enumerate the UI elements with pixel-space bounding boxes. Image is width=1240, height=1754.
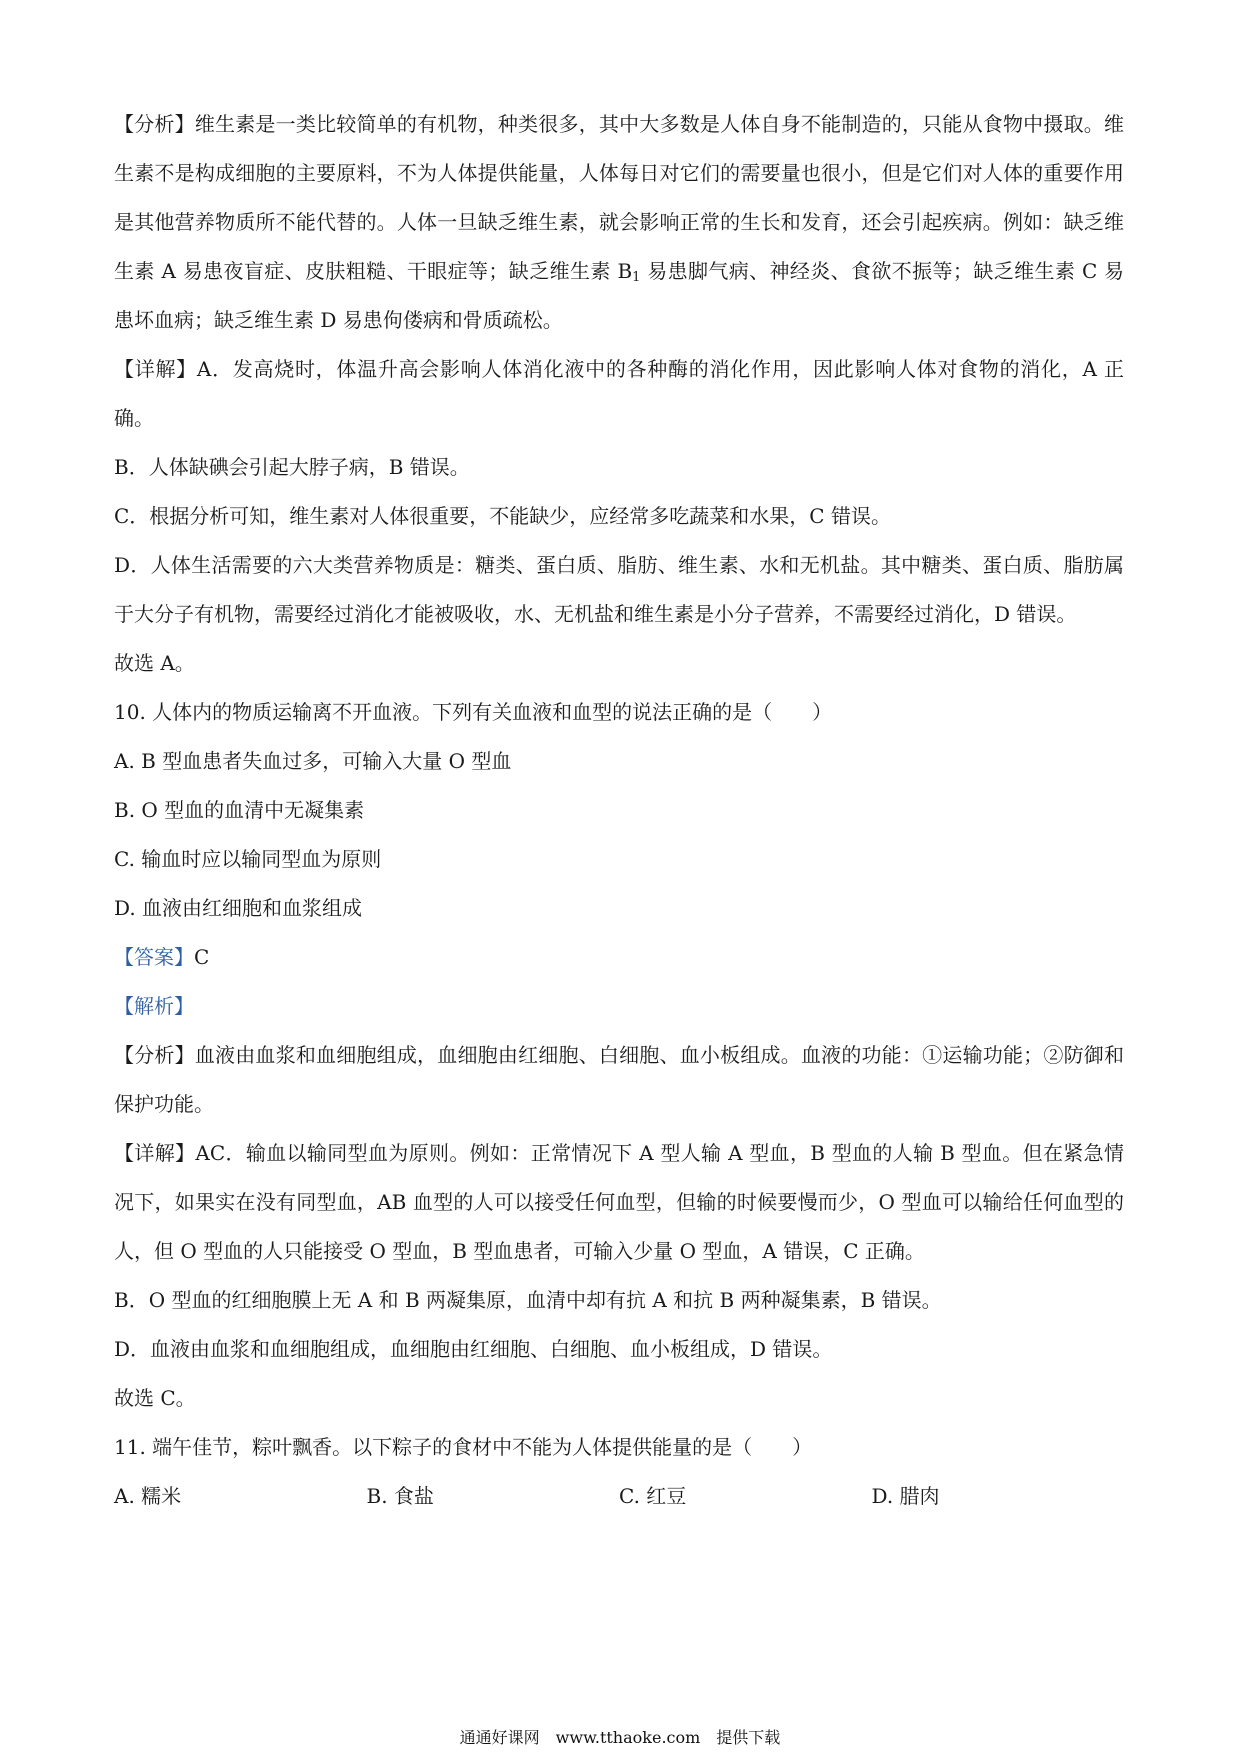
- detail-line-q10-d: D．血液由血浆和血细胞组成，血细胞由红细胞、白细胞、血小板组成，D 错误。: [114, 1337, 833, 1361]
- detail-line-q10-b: B．O 型血的红细胞膜上无 A 和 B 两凝集原，血清中却有抗 A 和抗 B 两种凝集素，B 错误。: [114, 1288, 942, 1312]
- explain-tag-line: [114, 982, 1124, 1031]
- detail-paragraph-q9-d: D．人体生活需要的六大类营养物质是：糖类、蛋白质、脂肪、维生素、水和无机盐。其中糖类、蛋白质、脂肪属于大分子有机物，需要经过消化才能被吸收，水、无机盐和维生素是小分子营养，不需要经过消化，D 错误。: [114, 553, 1124, 626]
- analysis-paragraph-q10: 【分析】血液由血浆和血细胞组成，血细胞由红细胞、白细胞、血小板组成。血液的功能：①运输功能；②防御和保护功能。: [114, 1043, 1124, 1116]
- document-body: [114, 100, 1124, 1521]
- explain-tag: 【解析】: [114, 994, 194, 1018]
- q10-option-c: C. 输血时应以输同型血为原则: [114, 847, 382, 871]
- question-10: 10. 人体内的物质运输离不开血液。下列有关血液和血型的说法正确的是（ ）: [114, 700, 833, 724]
- page-footer: 通通好课网 www.tthaoke.com 提供下载: [459, 1728, 781, 1747]
- q11-option-a: A. 糯米: [114, 1484, 182, 1508]
- answer-value: C: [194, 945, 210, 969]
- q11-option-c: C. 红豆: [619, 1484, 687, 1508]
- choose-line-q10: 故选 C。: [114, 1386, 196, 1410]
- q11-option-b: B. 食盐: [366, 1484, 434, 1508]
- question-11: 11. 端午佳节，粽叶飘香。以下粽子的食材中不能为人体提供能量的是（ ）: [114, 1435, 813, 1459]
- q10-option-a: A. B 型血患者失血过多，可输入大量 O 型血: [114, 749, 512, 773]
- subscript: 1: [632, 270, 641, 285]
- detail-line-q9-b: B．人体缺碘会引起大脖子病，B 错误。: [114, 455, 470, 479]
- q11-options: [114, 1472, 1124, 1521]
- analysis-paragraph-q9: 【分析】维生素是一类比较简单的有机物，种类很多，其中大多数是人体自身不能制造的，只能从食物中摄取。维生素不是构成细胞的主要原料，不为人体提供能量，人体每日对它们的需要量也很小，但是它们对人体的重要作用是其他营养物质所不能代替的。人体一旦缺乏维生素，就会影响正常的生长和发育，还会引起疾病。例如：缺乏维生素 A 易患夜盲症、皮肤粗糙、干眼症等；缺乏维生素 $B_1$ 易患脚气病、神经炎、食欲不振等；缺乏维生素 C 易患坏血病；缺乏维生素 D 易患佝偻病和骨质疏松。: [114, 112, 1125, 332]
- answer-line-q10: [114, 933, 1124, 982]
- q11-option-d: D. 腊肉: [871, 1484, 940, 1508]
- answer-tag: 【答案】: [114, 945, 194, 969]
- q10-option-b: B. O 型血的血清中无凝集素: [114, 798, 365, 822]
- detail-paragraph-q10-ac: 【详解】AC．输血以输同型血为原则。例如：正常情况下 A 型人输 A 型血，B 型血的人输 B 型血。但在紧急情况下，如果实在没有同型血，AB 血型的人可以接受任何血型，但输的时候要慢而少，O 型血可以输给任何血型的人，但 O 型血的人只能接受 O 型血，B 型血患者，可输入少量 O 型血，A 错误，C 正确。: [114, 1141, 1124, 1263]
- q10-option-d: D. 血液由红细胞和血浆组成: [114, 896, 363, 920]
- choose-line-q9: 故选 A。: [114, 651, 195, 675]
- detail-paragraph-q9-a: 【详解】A．发高烧时，体温升高会影响人体消化液中的各种酶的消化作用，因此影响人体对食物的消化，A 正确。: [114, 357, 1124, 430]
- detail-line-q9-c: C．根据分析可知，维生素对人体很重要，不能缺少，应经常多吃蔬菜和水果，C 错误。: [114, 504, 891, 528]
